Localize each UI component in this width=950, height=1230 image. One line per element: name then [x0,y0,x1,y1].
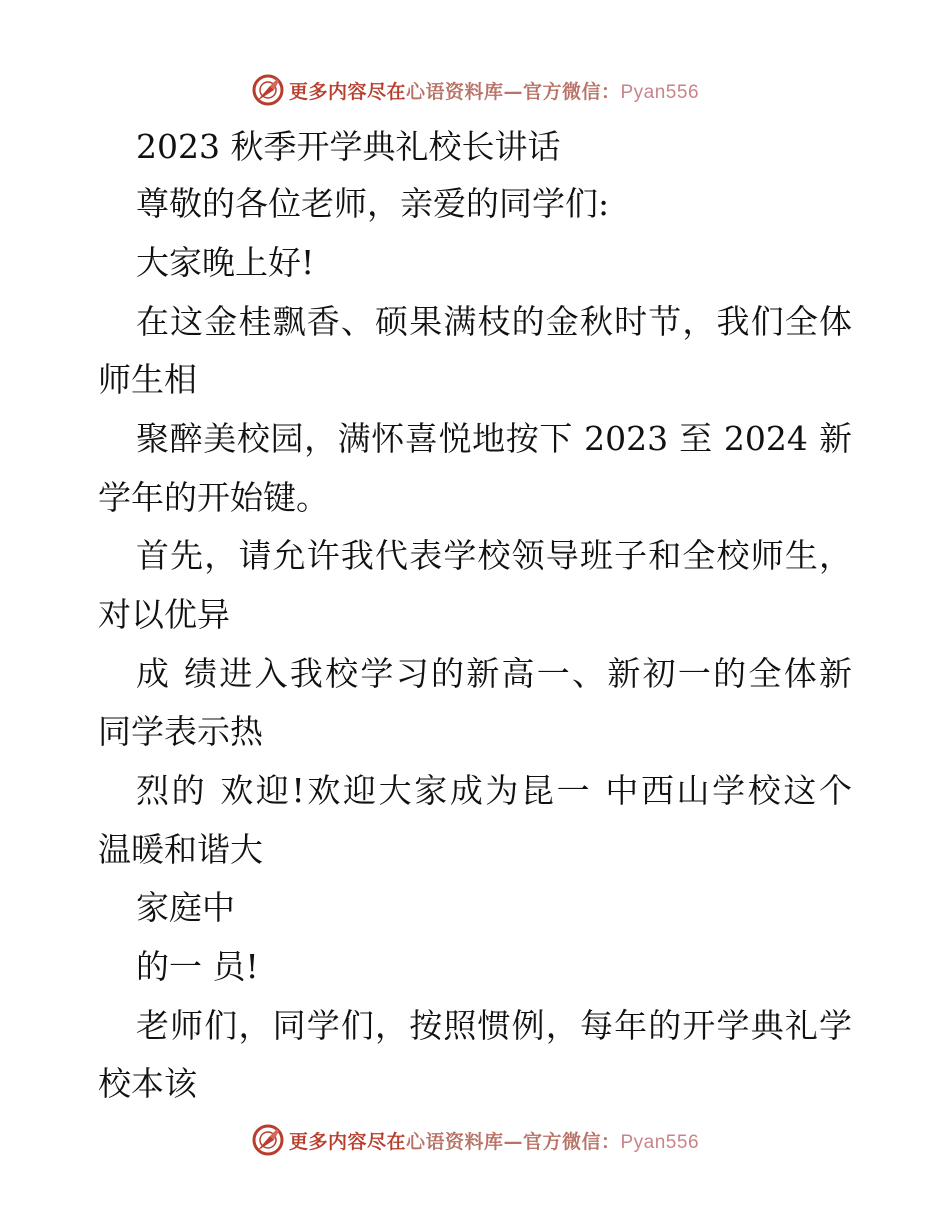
watermark-rest: 心语资料库—官方微信： [405,1130,621,1153]
paragraph-line: 烈的 欢迎!欢迎大家成为昆一 中西山学校这个 [136,771,852,810]
paragraph-line: 的一 员! [136,947,259,986]
paragraph-line: 聚醉美校园，满怀喜悦地按下 2023 至 2024 新 [136,419,852,458]
paragraph-line: 老师们，同学们，按照惯例，每年的开学典礼学 [136,1006,852,1045]
greeting: 大家晚上好! [136,243,315,282]
paragraph-line: 温暖和谐大 [98,830,263,869]
paragraph-line: 成 绩进入我校学习的新高一、新初一的全体新 [136,654,852,693]
footer-watermark [0,1120,950,1160]
paragraph-line: 对以优异 [98,595,230,634]
pen-logo-icon [251,1123,285,1157]
paragraph-line: 首先，请允许我代表学校领导班子和全校师生， [136,536,852,575]
watermark-wechat-id: Pyan556 [620,1131,700,1153]
watermark-lead: 更多内容尽在 [288,80,406,103]
paragraph-line: 在这金桂飘香、硕果满枝的金秋时节，我们全体 [136,302,852,341]
watermark-wechat-id: Pyan556 [620,81,700,103]
paragraph-line: 家庭中 [136,888,235,927]
paragraph-line: 同学表示热 [98,712,263,751]
paragraph-line: 学年的开始键。 [98,478,329,517]
watermark-rest: 心语资料库—官方微信： [405,80,621,103]
watermark-lead: 更多内容尽在 [288,1130,406,1153]
salutation: 尊敬的各位老师，亲爱的同学们: [136,184,610,223]
watermark-text [289,1127,699,1154]
paragraph-line: 校本该 [98,1064,197,1103]
paragraph-line: 师生相 [98,360,197,399]
document-title: 2023 秋季开学典礼校长讲话 [136,127,561,166]
